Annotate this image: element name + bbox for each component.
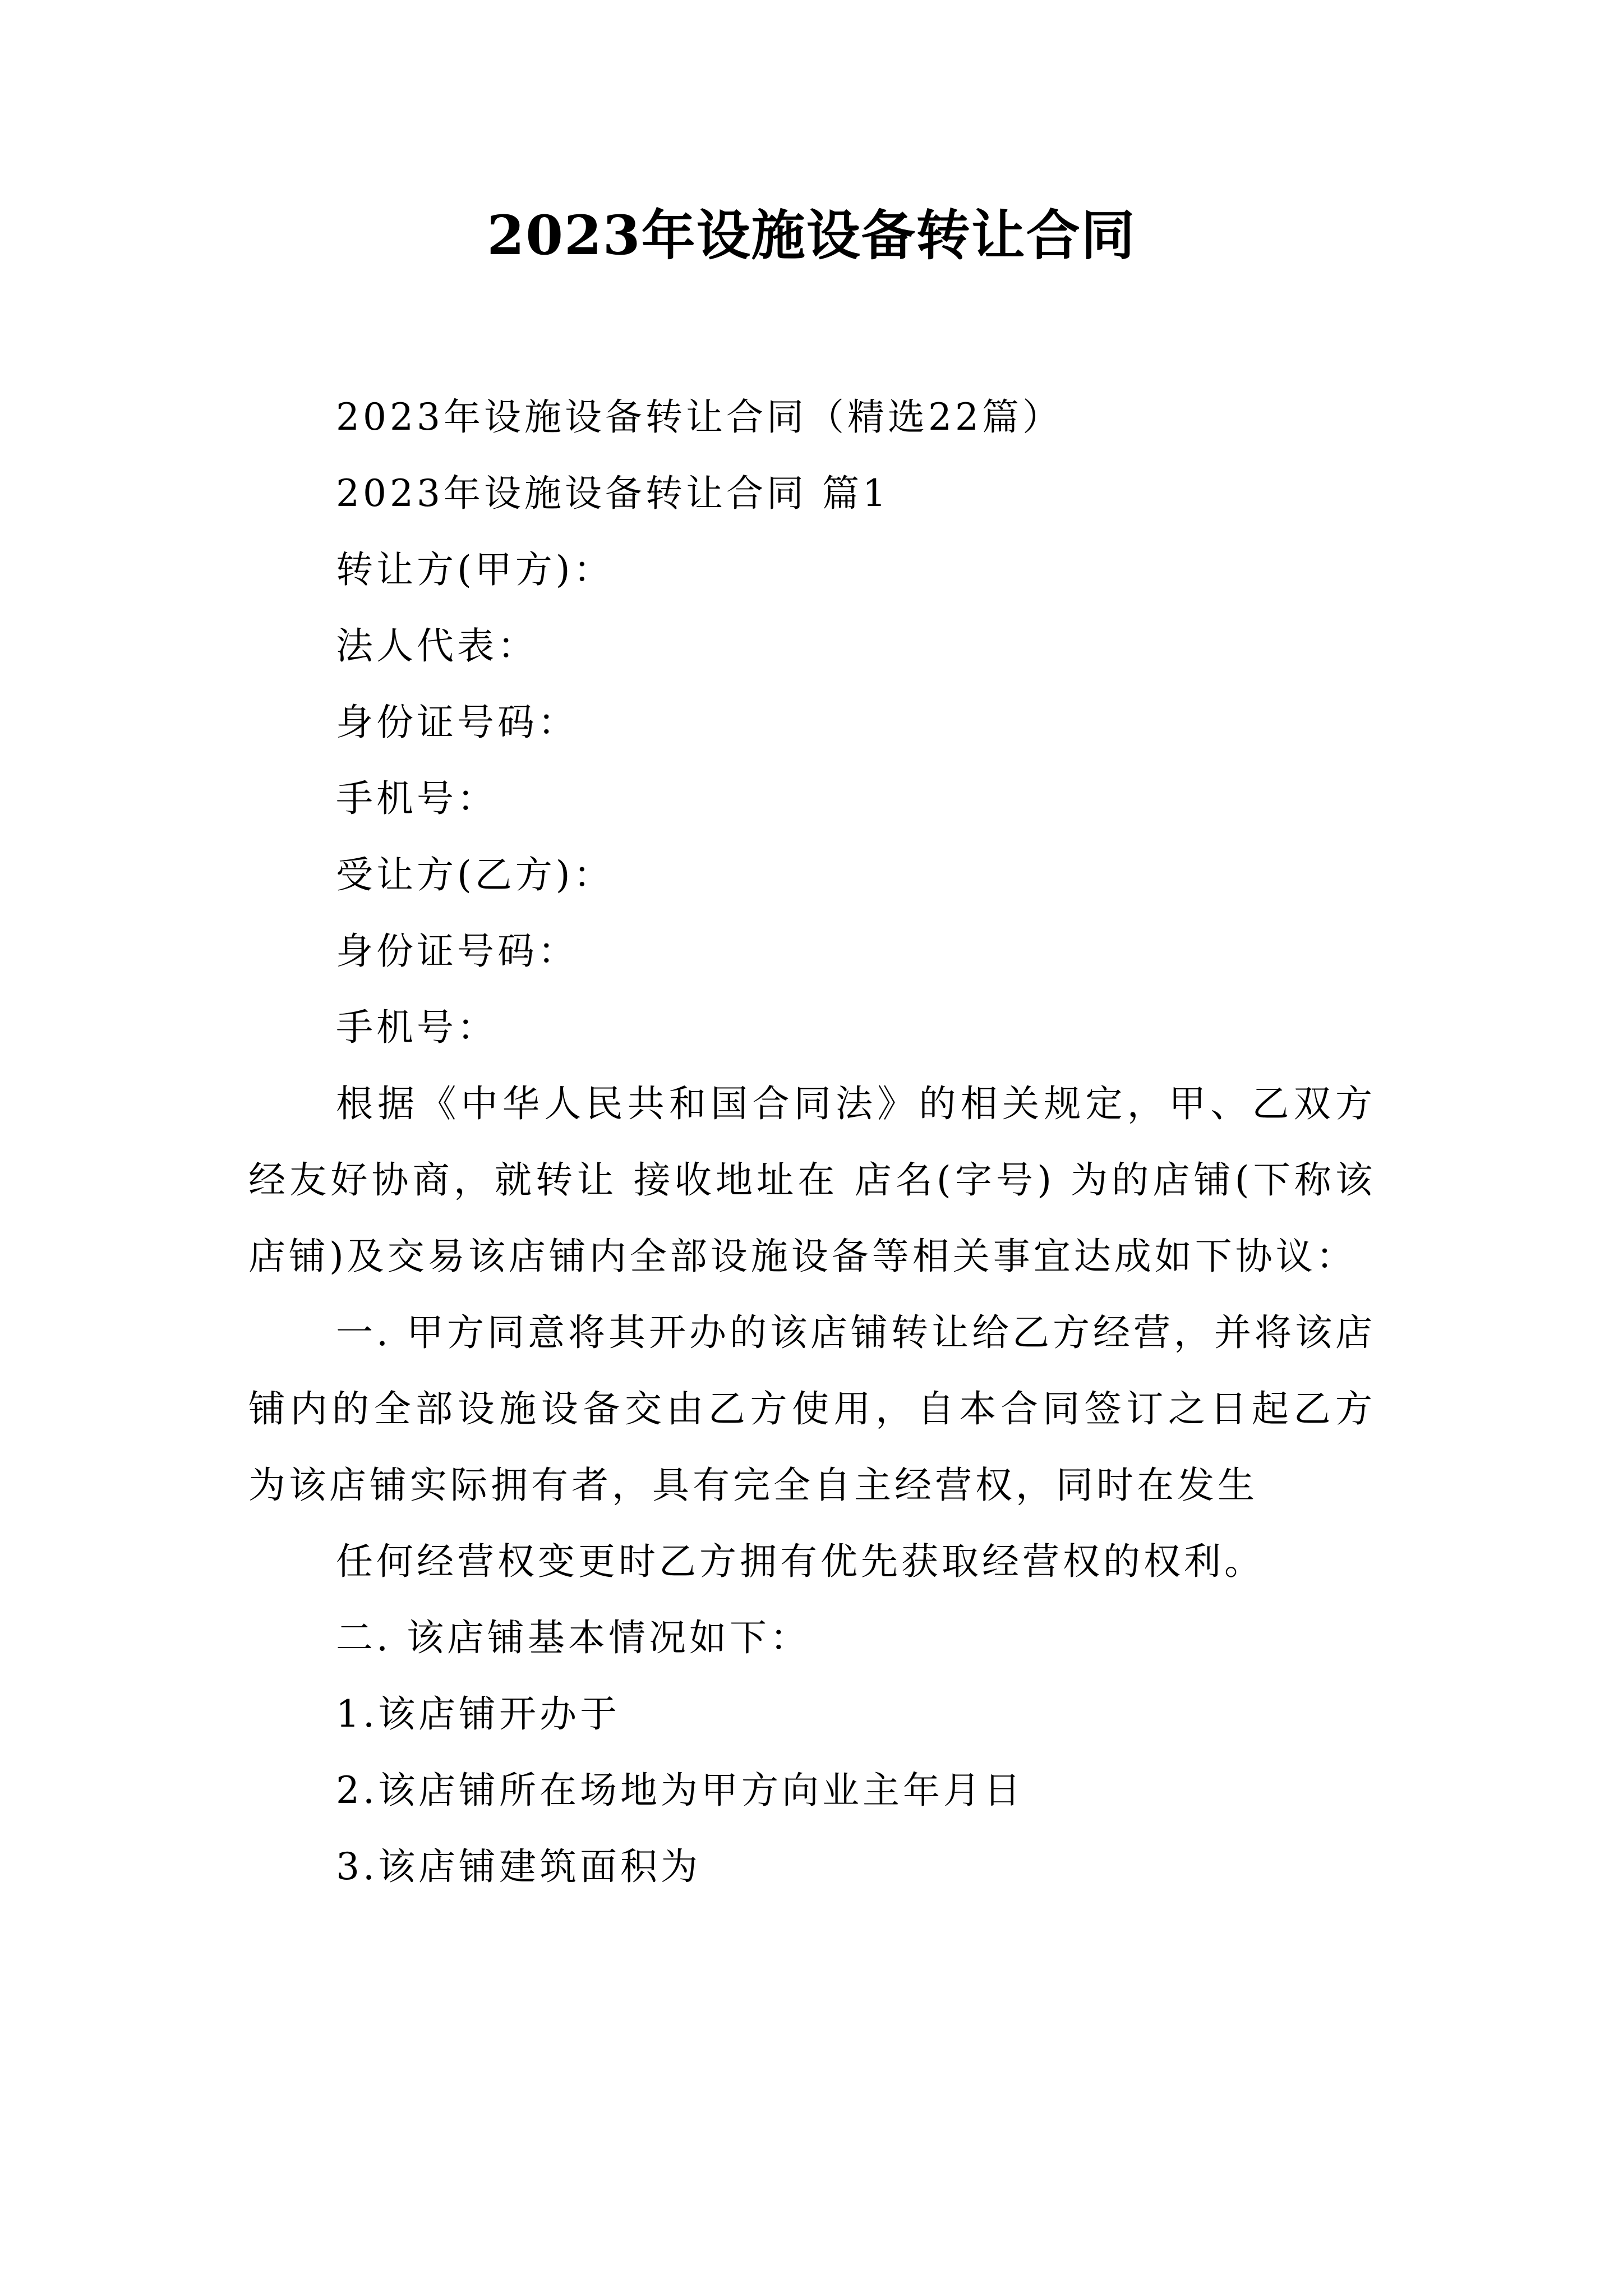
document-body [248, 379, 1376, 1905]
field-legal-representative: 法人代表： [336, 624, 538, 668]
field-phone-party-b: 手机号： [336, 1006, 497, 1049]
section-heading: 2023年设施设备转让合同 篇1 [336, 472, 889, 515]
clause-2-heading: 二. 该店铺基本情况如下： [336, 1616, 810, 1659]
field-id-number-party-a: 身份证号码： [336, 701, 578, 744]
clause-2-item-1: 1.该店铺开办于 [336, 1692, 620, 1736]
document-title: 2023年设施设备转让合同 [487, 204, 1136, 267]
paragraph-clause-1-continued: 任何经营权变更时乙方拥有优先获取经营权的权利。 [336, 1540, 1265, 1583]
field-id-number-party-b: 身份证号码： [336, 930, 578, 973]
paragraph-preamble: 根据《中华人民共和国合同法》的相关规定，甲、乙双方经友好协商，就转让 接收地址在 店名(字号) 为的店铺(下称该店铺)及交易该店铺内全部设施设备等相关事宜达成如下协议： [248, 1082, 1376, 1278]
clause-2-item-3: 3.该店铺建筑面积为 [336, 1845, 701, 1888]
clause-2-item-2: 2.该店铺所在场地为甲方向业主年月日 [336, 1769, 1024, 1812]
field-transferee: 受让方(乙方)： [336, 853, 614, 896]
field-transferor: 转让方(甲方)： [336, 548, 614, 591]
document-subtitle: 2023年设施设备转让合同（精选22篇） [336, 395, 1063, 439]
paragraph-clause-1: 一. 甲方同意将其开办的该店铺转让给乙方经营，并将该店铺内的全部设施设备交由乙方使用，自本合同签订之日起乙方为该店铺实际拥有者，具有完全自主经营权，同时在发生 [248, 1311, 1376, 1507]
field-phone-party-a: 手机号： [336, 777, 497, 820]
